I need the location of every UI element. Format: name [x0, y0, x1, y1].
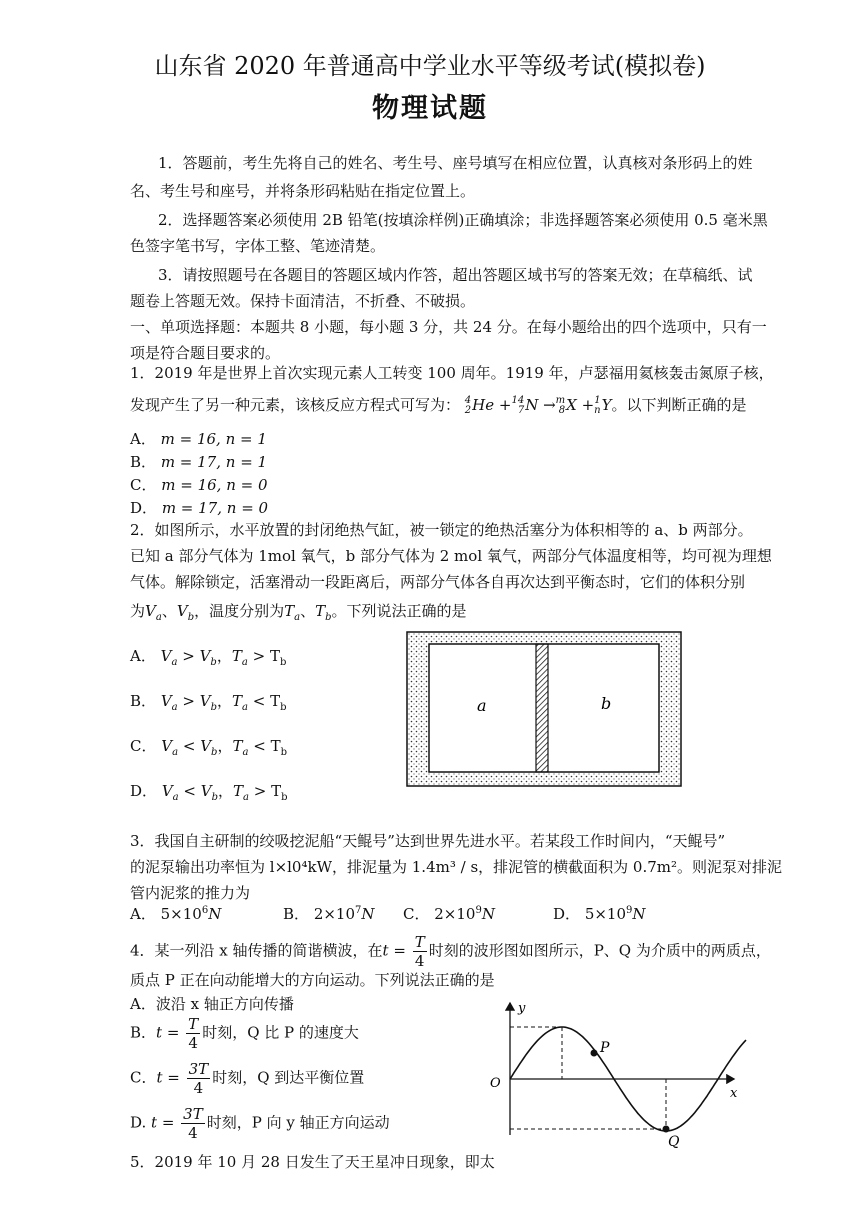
q2-option-b: B． $V_a > V_b$，$T_a < T_b$ — [130, 692, 287, 713]
q3-stem-line-1: 3．我国自主研制的绞吸挖泥船“天鲲号”达到世界先进水平。若某段工作时间内，“天鲲号” — [130, 832, 726, 850]
q4-option-b: B．t = $\frac{T}{4}$ 时刻，Q 比 P 的速度大 — [130, 1015, 359, 1052]
instruction-3-line-1: 3．请按照题号在各题目的答题区域内作答，超出答题区域书写的答案无效；在草稿纸、试 — [158, 266, 753, 284]
section-1-heading-line-2: 项是符合题目要求的。 — [130, 344, 281, 362]
section-1-heading-line-1: 一、单项选择题：本题共 8 小题，每小题 3 分，共 24 分。在每小题给出的四个选项中，只有一 — [130, 318, 767, 336]
instruction-1-line-2: 名、考生号和座号，并将条形码粘贴在指定位置上。 — [130, 182, 476, 200]
instruction-3-line-2: 题卷上答题无效。保持卡面清洁，不折叠、不破损。 — [130, 292, 476, 310]
piston — [536, 644, 548, 772]
q3-option-d: D． $5\times 10^9N$ — [553, 905, 646, 923]
q1-nuclear-equation: 4 2 He + 14 7 N → m 8 X + 1 n Y — [464, 395, 612, 416]
q2-cylinder-figure — [405, 630, 685, 790]
point-p-label: P — [600, 1040, 610, 1056]
q2-option-d: D． $V_a < V_b$，$T_a > T_b$ — [130, 782, 288, 803]
origin-label: O — [490, 1076, 501, 1091]
q4-stem-line-2: 质点 P 正在向动能增大的方向运动。下列说法正确的是 — [130, 971, 495, 989]
y-axis-label: y — [518, 1001, 526, 1016]
q3-option-b: B． $2\times 10^7N$ — [283, 905, 375, 923]
q2-stem-line-4: 为$V_a$、$V_b$，温度分别为$T_a$、$T_b$。下列说法正确的是 — [130, 602, 467, 623]
q4-option-d: D. t = $\frac{3T}{4}$ 时刻，P 向 y 轴正方向运动 — [130, 1105, 390, 1142]
q3-option-c: C． $2\times 10^9N$ — [403, 905, 495, 923]
chamber-a-label: a — [477, 696, 487, 715]
point-q — [663, 1126, 670, 1133]
q4-wave-figure — [482, 995, 752, 1150]
exam-subtitle: 物理试题 — [372, 93, 488, 124]
exam-title: 山东省 2020 年普通高中学业水平等级考试(模拟卷) — [154, 52, 706, 80]
q3-stem-line-2: 的泥泵输出功率恒为 l×l0⁴kW，排泥量为 1.4m³ / s，排泥管的横截面积为 0.7m²。则泥泵对排泥 — [130, 858, 783, 876]
x-axis-label: x — [730, 1086, 738, 1101]
q3-stem-line-3: 管内泥浆的推力为 — [130, 884, 251, 902]
q1-option-c: C． m = 16, n = 0 — [130, 476, 268, 494]
q1-option-b: B． m = 17, n = 1 — [130, 453, 268, 471]
q2-stem-line-2: 已知 a 部分气体为 1mol 氧气，b 部分气体为 2 mol 氧气，两部分气体温度相等，均可视为理想 — [130, 547, 772, 565]
q4-option-c: C．t = $\frac{3T}{4}$ 时刻，Q 到达平衡位置 — [130, 1060, 365, 1097]
q5-stem-line-1: 5．2019 年 10 月 28 日发生了天王星冲日现象，即太 — [130, 1153, 495, 1171]
q4-stem-line-1: 4．某一列沿 x 轴传播的简谐横波，在t = $\frac{T}{4}$ 时刻的波形图如图所示，P、Q 为介质中的两质点， — [130, 933, 771, 970]
q3-option-a: A． $5\times 10^6N$ — [130, 905, 222, 923]
instruction-2-line-2: 色签字笔书写，字体工整、笔迹清楚。 — [130, 237, 386, 255]
q1-option-a: A． m = 16, n = 1 — [130, 430, 267, 448]
q1-stem-line-1: 1．2019 年是世界上首次实现元素人工转变 100 周年。1919 年，卢瑟福用氦核轰击氮原子核， — [130, 364, 774, 382]
q2-stem-line-3: 气体。解除锁定，活塞滑动一段距离后，两部分气体各自再次达到平衡态时，它们的体积分别 — [130, 573, 746, 591]
point-p — [591, 1050, 598, 1057]
q2-option-c: C． $V_a < V_b$，$T_a < T_b$ — [130, 737, 288, 758]
chamber-b-label: b — [601, 694, 612, 713]
point-q-label: Q — [668, 1134, 680, 1150]
q1-stem-line-2: 发现产生了另一种元素，该核反应方程式可写为： 4 2 He + 14 7 N → m 8 X + 1 n Y。以下判断正确的是 — [130, 395, 747, 416]
q2-option-a: A． $V_a > V_b$，$T_a > T_b$ — [130, 647, 287, 668]
q2-stem-line-1: 2．如图所示，水平放置的封闭绝热气缸，被一锁定的绝热活塞分为体积相等的 a、b 两部分。 — [130, 521, 753, 539]
instruction-1-line-1: 1．答题前，考生先将自己的姓名、考生号、座号填写在相应位置，认真核对条形码上的姓 — [158, 154, 753, 172]
q1-option-d: D． m = 17, n = 0 — [130, 499, 269, 517]
q4-option-a: A．波沿 x 轴正方向传播 — [130, 995, 294, 1013]
instruction-2-line-1: 2．选择题答案必须使用 2B 铅笔(按填涂样例)正确填涂；非选择题答案必须使用 0.5 毫米黑 — [158, 211, 768, 229]
